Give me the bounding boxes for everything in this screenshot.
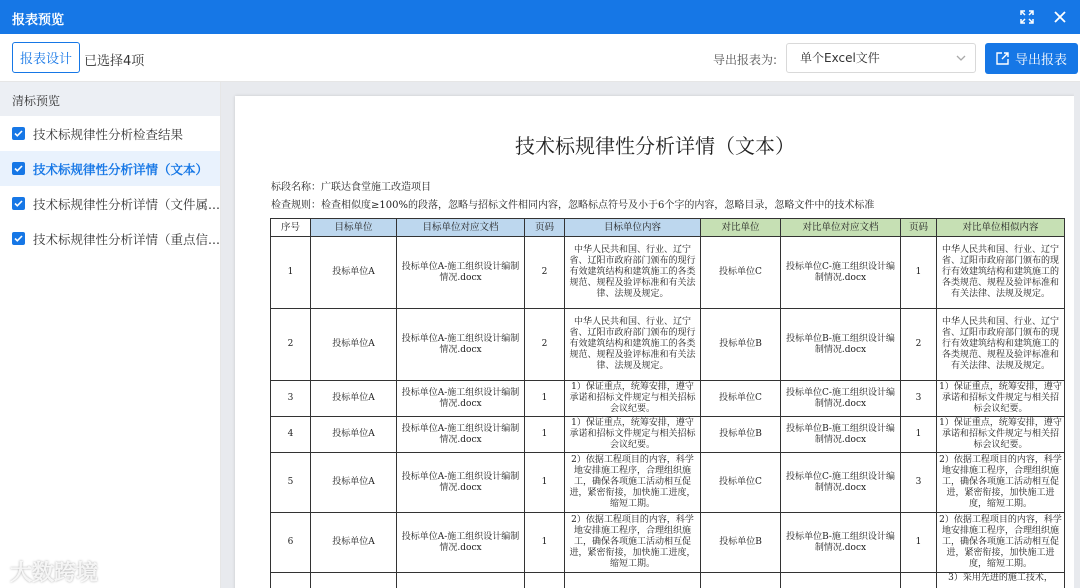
table-cell: 中华人民共和国、行业、辽宁省、辽阳市政府部门颁布的现行有效建筑结构和建筑施工的各类规范、规程及验评标准和有关法律、法规及规定。 [937, 237, 1065, 309]
report-page [235, 96, 1075, 588]
check-rule: 检查规则：检查相似度≥100%的段落，忽略与招标文件相同内容，忽略标点符号及小于6个字的内容，忽略目录，忽略文件中的技术标准 [271, 200, 875, 211]
column-header: 对比单位相似内容 [937, 219, 1065, 237]
table-cell [781, 573, 901, 588]
sidebar-item-label: 技术标规律性分析详情（文件属... [33, 196, 220, 212]
table-cell [271, 573, 311, 588]
export-format-label: 导出报表为: [713, 53, 778, 67]
table-cell [701, 573, 781, 588]
table-cell: 2）依据工程项目的内容，科学地安排施工程序，合理组织施工，确保各项施工活动相互促进，紧密衔接，加快施工进度，缩短工期。 [565, 513, 701, 573]
table-cell: 投标单位B [701, 417, 781, 453]
table-cell: 1 [271, 237, 311, 309]
table-cell [901, 573, 937, 588]
table-cell: 投标单位C-施工组织设计编制情况.docx [781, 237, 901, 309]
table-cell: 2）依据工程项目的内容，科学地安排施工程序，合理组织施工，确保各项施工活动相互促进，紧密衔接，加快施工进度，缩短工期。 [937, 513, 1065, 573]
section-name: 标段名称：广联达食堂施工改造项目 [271, 182, 431, 193]
table-cell: 3 [271, 381, 311, 417]
table-row [271, 417, 1065, 453]
checkbox-checked-icon[interactable] [12, 232, 25, 245]
table-cell: 投标单位A [311, 309, 397, 381]
selected-count: 已选择4项 [84, 54, 145, 69]
table-cell: 投标单位A-施工组织设计编制情况.docx [397, 381, 525, 417]
table-cell: 1 [525, 453, 565, 513]
checkbox-checked-icon[interactable] [12, 162, 25, 175]
table-cell [525, 573, 565, 588]
table-cell [565, 573, 701, 588]
table-cell: 1 [525, 417, 565, 453]
column-header: 目标单位 [311, 219, 397, 237]
sidebar [0, 82, 221, 588]
table-cell: 投标单位B [701, 513, 781, 573]
table-cell: 投标单位A-施工组织设计编制情况.docx [397, 513, 525, 573]
report-table [270, 218, 1065, 588]
table-cell: 1 [525, 513, 565, 573]
sidebar-item-label: 技术标规律性分析详情（文本） [33, 161, 209, 177]
table-cell: 1 [901, 237, 937, 309]
table-cell: 3 [901, 453, 937, 513]
toolbar [0, 34, 1080, 82]
table-cell: 投标单位C-施工组织设计编制情况.docx [781, 453, 901, 513]
table-cell: 投标单位A [311, 417, 397, 453]
sidebar-item-text-details[interactable] [0, 151, 220, 186]
close-icon[interactable] [1050, 7, 1070, 27]
table-cell: 投标单位B [701, 309, 781, 381]
table-cell: 2 [901, 309, 937, 381]
table-row [271, 453, 1065, 513]
table-cell: 中华人民共和国、行业、辽宁省、辽阳市政府部门颁布的现行有效建筑结构和建筑施工的各类规范、规程及验评标准和有关法律、法规及规定。 [565, 309, 701, 381]
table-cell [397, 573, 525, 588]
table-cell: 3 [901, 381, 937, 417]
table-cell: 投标单位C [701, 381, 781, 417]
checkbox-checked-icon[interactable] [12, 127, 25, 140]
sidebar-item-file-attributes[interactable] [0, 186, 220, 221]
table-cell: 2）依据工程项目的内容，科学地安排施工程序，合理组织施工，确保各项施工活动相互促进，紧密衔接，加快施工进度，缩短工期。 [565, 453, 701, 513]
table-cell: 1）保证重点，统筹安排，遵守承诺和招标文件规定与相关招标会议纪要。 [565, 381, 701, 417]
column-header: 页码 [525, 219, 565, 237]
table-cell: 投标单位A-施工组织设计编制情况.docx [397, 309, 525, 381]
table-cell: 2 [525, 237, 565, 309]
table-cell: 中华人民共和国、行业、辽宁省、辽阳市政府部门颁布的现行有效建筑结构和建筑施工的各类规范、规程及验评标准和有关法律、法规及规定。 [565, 237, 701, 309]
report-title: 技术标规律性分析详情（文本） [515, 134, 795, 158]
table-header-row [271, 219, 1065, 237]
column-header: 页码 [901, 219, 937, 237]
table-cell: 投标单位A-施工组织设计编制情况.docx [397, 417, 525, 453]
table-cell: 投标单位A [311, 237, 397, 309]
table-row [271, 237, 1065, 309]
table-row [271, 513, 1065, 573]
sidebar-item-check-results[interactable] [0, 116, 220, 151]
table-cell [311, 573, 397, 588]
column-header: 对比单位 [701, 219, 781, 237]
window-title: 报表预览 [12, 13, 65, 28]
table-cell: 投标单位B-施工组织设计编制情况.docx [781, 417, 901, 453]
export-report-label: 导出报表 [1014, 53, 1067, 68]
checkbox-checked-icon[interactable] [12, 197, 25, 210]
sidebar-item-key-info[interactable] [0, 221, 220, 256]
table-cell: 投标单位A-施工组织设计编制情况.docx [397, 453, 525, 513]
table-cell: 投标单位A [311, 453, 397, 513]
fullscreen-icon[interactable] [1017, 7, 1037, 27]
column-header: 目标单位对应文档 [397, 219, 525, 237]
table-cell: 1 [525, 381, 565, 417]
export-report-button[interactable] [985, 43, 1078, 74]
sidebar-heading: 清标预览 [0, 82, 220, 116]
export-icon [996, 52, 1009, 65]
chevron-down-icon [955, 53, 967, 63]
table-cell: 1）保证重点，统筹安排，遵守承诺和招标文件规定与相关招标会议纪要。 [937, 417, 1065, 453]
table-cell: 5 [271, 453, 311, 513]
vertical-scrollbar[interactable] [1074, 82, 1080, 588]
sidebar-item-label: 技术标规律性分析检查结果 [33, 126, 184, 142]
table-cell: 1 [901, 513, 937, 573]
column-header: 对比单位对应文档 [781, 219, 901, 237]
table-cell: 投标单位A [311, 381, 397, 417]
sidebar-item-label: 技术标规律性分析详情（重点信... [33, 231, 220, 247]
table-cell: 2）依据工程项目的内容，科学地安排施工程序，合理组织施工，确保各项施工活动相互促进，紧密衔接，加快施工进度，缩短工期。 [937, 453, 1065, 513]
table-cell: 6 [271, 513, 311, 573]
report-preview[interactable] [221, 82, 1080, 588]
table-cell: 2 [525, 309, 565, 381]
table-cell: 1 [901, 417, 937, 453]
column-header: 序号 [271, 219, 311, 237]
column-header: 目标单位内容 [565, 219, 701, 237]
table-row [271, 309, 1065, 381]
table-cell: 投标单位B-施工组织设计编制情况.docx [781, 309, 901, 381]
table-cell: 投标单位C-施工组织设计编制情况.docx [781, 381, 901, 417]
table-cell: 4 [271, 417, 311, 453]
table-cell: 投标单位C [701, 237, 781, 309]
table-cell: 投标单位C [701, 453, 781, 513]
table-row [271, 573, 1065, 588]
watermark: 大数跨境 [10, 561, 99, 586]
table-cell: 投标单位A-施工组织设计编制情况.docx [397, 237, 525, 309]
report-design-button[interactable]: 报表设计 [12, 42, 80, 73]
title-bar [0, 0, 1080, 34]
table-cell: 1）保证重点，统筹安排，遵守承诺和招标文件规定与相关招标会议纪要。 [937, 381, 1065, 417]
table-cell: 投标单位B-施工组织设计编制情况.docx [781, 513, 901, 573]
table-cell: 3）采用先进的施工技术， [937, 573, 1065, 588]
export-format-select[interactable] [786, 43, 976, 73]
table-cell: 投标单位A [311, 513, 397, 573]
table-row [271, 381, 1065, 417]
table-cell: 2 [271, 309, 311, 381]
table-cell: 1）保证重点，统筹安排，遵守承诺和招标文件规定与相关招标会议纪要。 [565, 417, 701, 453]
export-format-value: 单个Excel文件 [800, 51, 880, 65]
table-cell: 中华人民共和国、行业、辽宁省、辽阳市政府部门颁布的现行有效建筑结构和建筑施工的各类规范、规程及验评标准和有关法律、法规及规定。 [937, 309, 1065, 381]
